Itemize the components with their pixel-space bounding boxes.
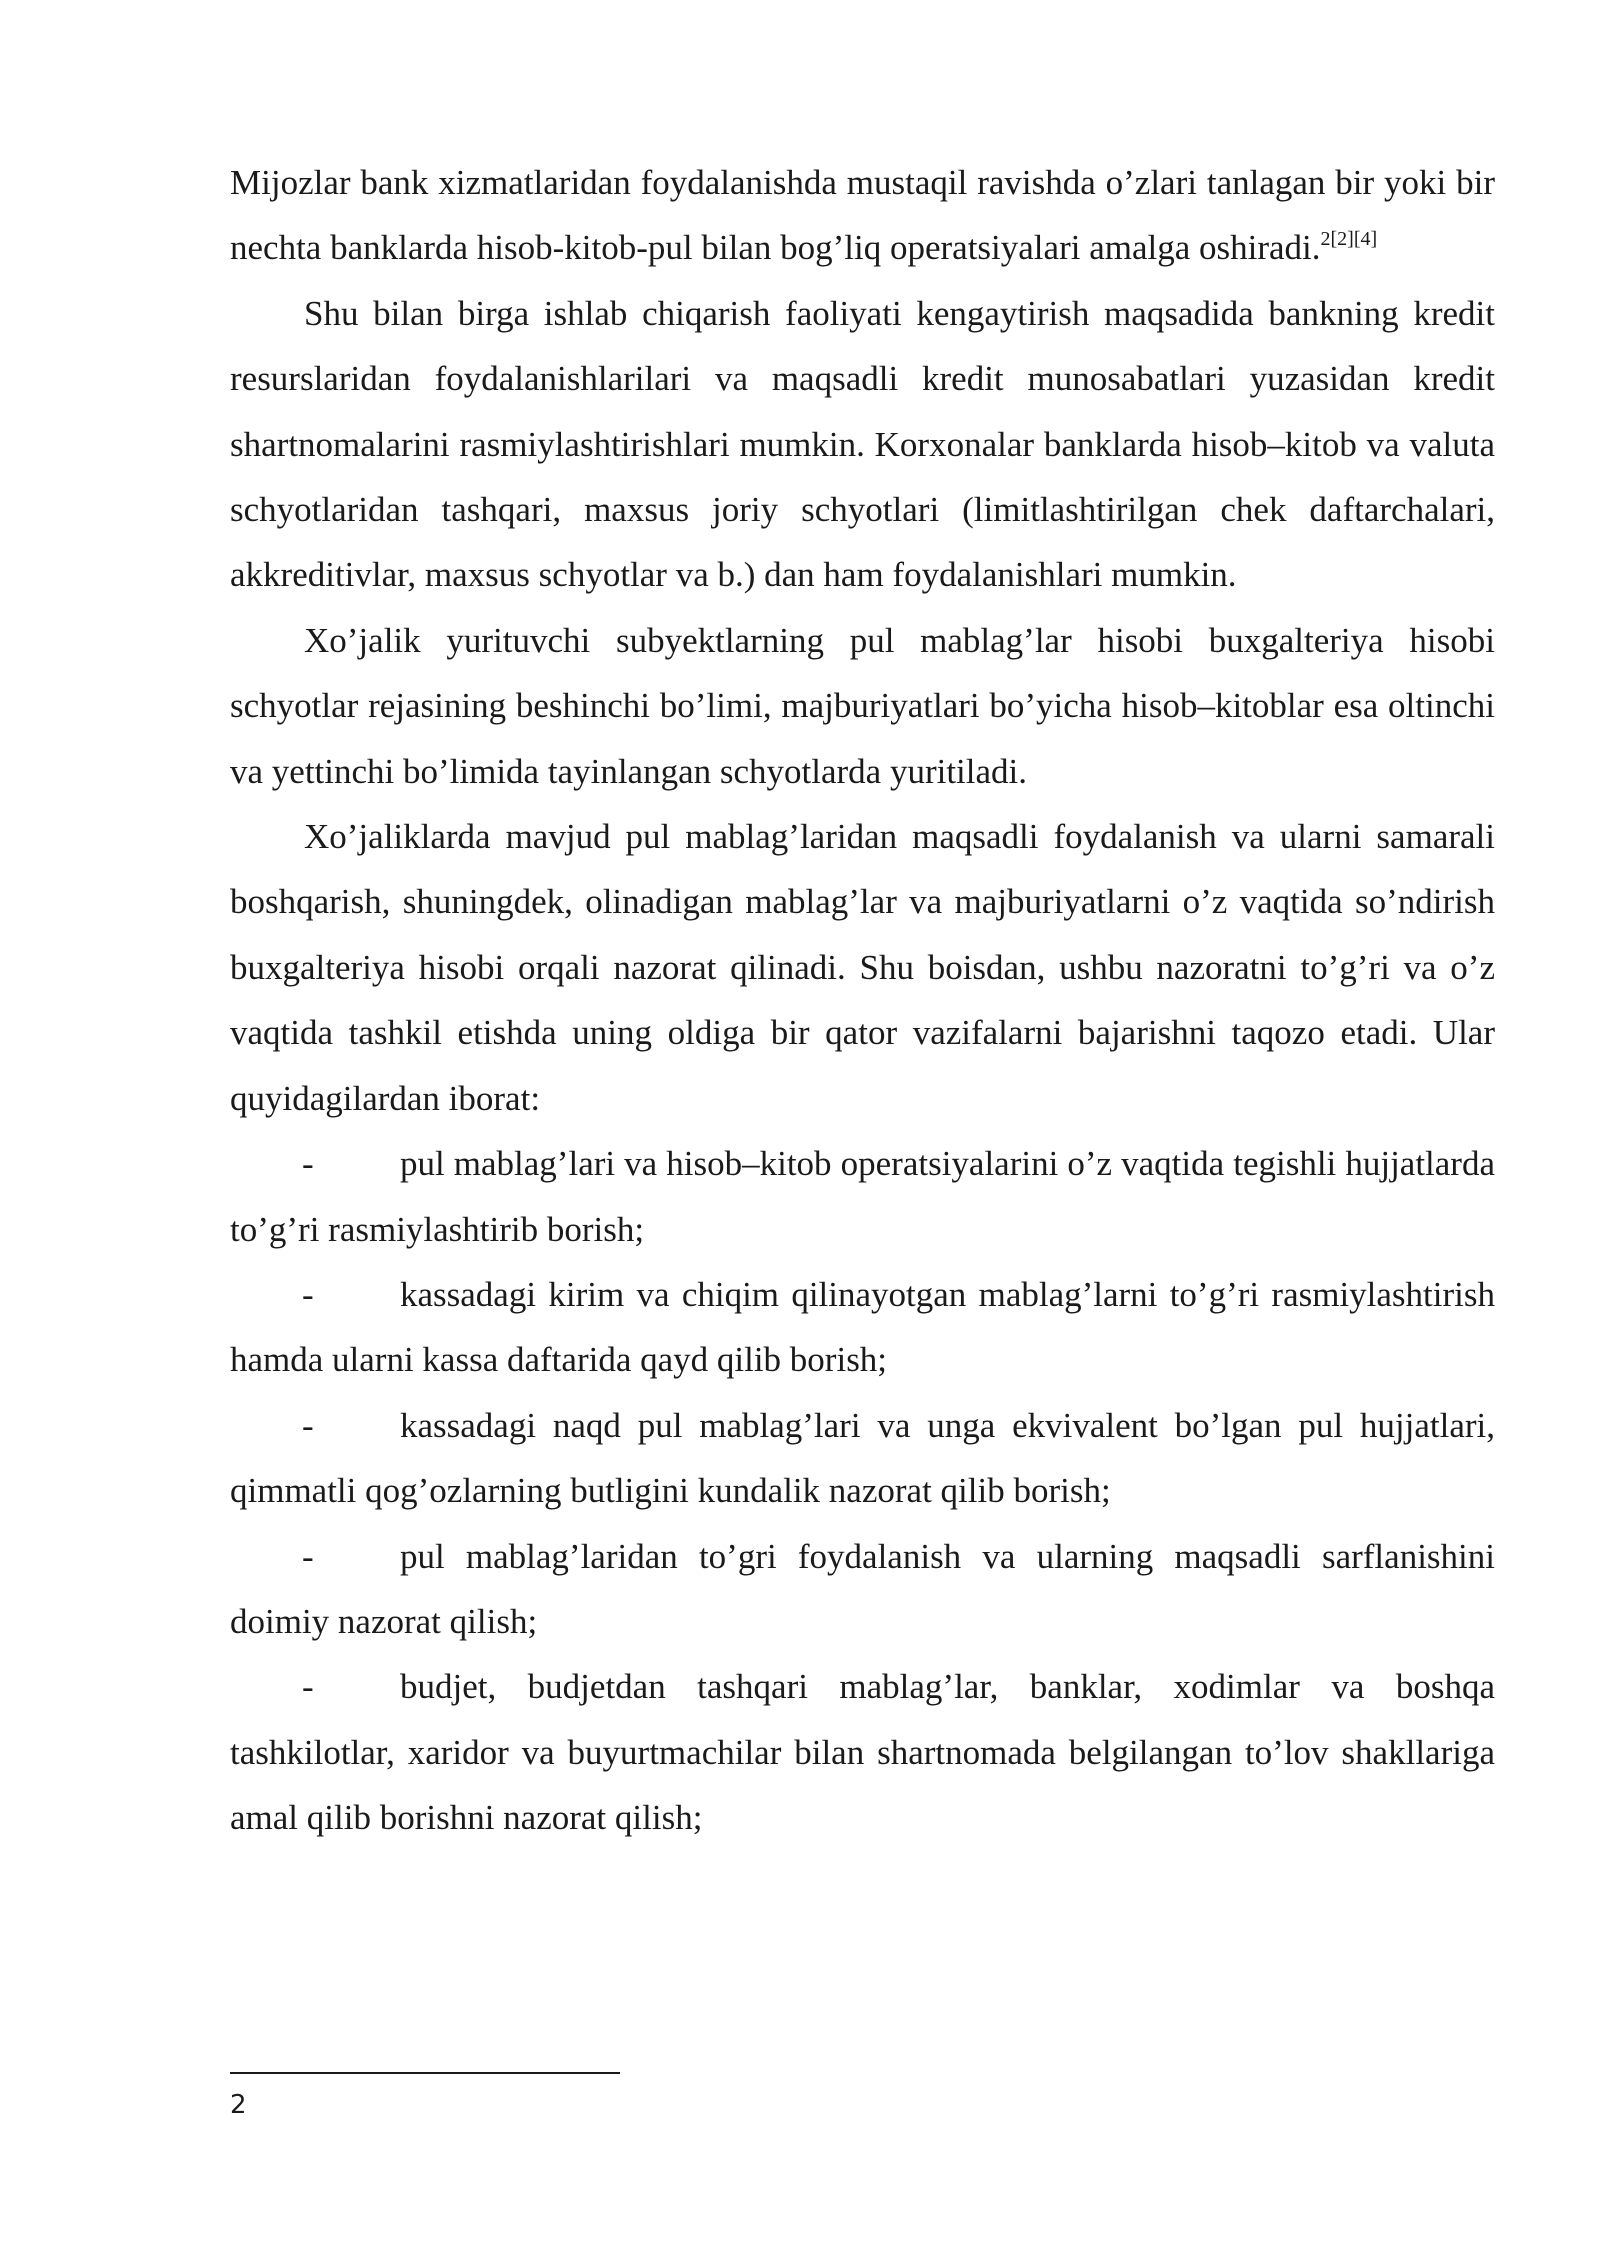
footnote-reference[interactable]: 2[2][4] bbox=[1320, 227, 1378, 250]
list-marker: - bbox=[302, 1144, 314, 1184]
list-item bbox=[230, 1131, 1495, 1262]
list-item bbox=[230, 1393, 1495, 1524]
task-list bbox=[230, 1131, 1495, 1850]
paragraph-1-text: Mijozlar bank xizmatlaridan foydalanishda mustaqil ravishda o’zlari tanlagan bir yoki bir nechta banklarda hisob-kitob-pul bilan bog’liq operatsiyalari amalga oshiradi. bbox=[230, 163, 1495, 268]
paragraph-1 bbox=[230, 150, 1495, 281]
list-marker: - bbox=[302, 1405, 314, 1445]
document-page bbox=[230, 150, 1495, 1851]
list-item-text: budjet, budjetdan tashqari mablag’lar, banklar, xodimlar va boshqa tashkilotlar, xaridor va buyurtmachilar bilan shartnomada belgilangan to’lov shakllariga amal qilib borishni nazorat qilish; bbox=[230, 1667, 1495, 1838]
paragraph-4: Xo’jaliklarda mavjud pul mablag’laridan maqsadli foydalanish va ularni samarali boshqarish, shuningdek, olinadigan mablag’lar va majburiyatlarni o’z vaqtida so’ndirish buxgalteriya hisobi orqali nazorat qilinadi. Shu boisdan, ushbu nazoratni to’g’ri va o’z vaqtida tashkil etishda uning oldiga bir qator vazifalarni bajarishni taqozo etadi. Ular quyidagilardan iborat: bbox=[230, 817, 1495, 1118]
list-item-text: pul mablag’lari va hisob–kitob operatsiyalarini o’z vaqtida tegishli hujjatlarda to’g’ri rasmiylashtirib borish; bbox=[230, 1144, 1495, 1249]
list-marker: - bbox=[302, 1667, 314, 1707]
list-item-text: kassadagi naqd pul mablag’lari va unga ekvivalent bo’lgan pul hujjatlari, qimmatli qog’ozlarning butligini kundalik nazorat qilib borish; bbox=[230, 1405, 1495, 1511]
paragraph-2: Shu bilan birga ishlab chiqarish faoliyati kengaytirish maqsadida bankning kredit resurslaridan foydalanishlarilari va maqsadli kredit munosabatlari yuzasidan kredit shartnomalarini rasmiylashtirishlari mumkin. Korxonalar banklarda hisob–kitob va valuta schyotlaridan tashqari, maxsus joriy schyotlari (limitlashtirilgan chek daftarchalari, akkreditivlar, maxsus schyotlar va b.) dan ham foydalanishlari mumkin. bbox=[230, 293, 1495, 595]
list-marker: - bbox=[302, 1274, 314, 1314]
list-marker: - bbox=[302, 1536, 314, 1576]
paragraph-3: Xo’jalik yurituvchi subyektlarning pul mablag’lar hisobi buxgalteriya hisobi schyotlar rejasining beshinchi bo’limi, majburiyatlari bo’yicha hisob–kitoblar esa oltinchi va yettinchi bo’limida tayinlangan schyotlarda yuritiladi. bbox=[230, 620, 1495, 791]
list-item bbox=[230, 1524, 1495, 1655]
footnote-separator bbox=[230, 2072, 620, 2074]
list-item bbox=[230, 1654, 1495, 1850]
list-item-text: pul mablag’laridan to’gri foydalanish va ularning maqsadli sarflanishini doimiy nazorat qilish; bbox=[230, 1536, 1495, 1641]
list-item bbox=[230, 1262, 1495, 1393]
footnote-number: 2 bbox=[230, 2090, 247, 2120]
list-item-text: kassadagi kirim va chiqim qilinayotgan mablag’larni to’g’ri rasmiylashtirish hamda ularni kassa daftarida qayd qilib borish; bbox=[230, 1274, 1495, 1380]
